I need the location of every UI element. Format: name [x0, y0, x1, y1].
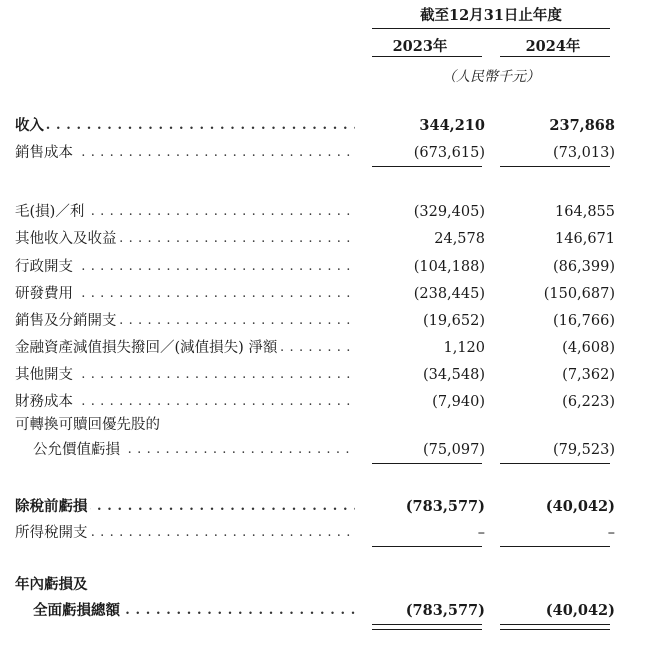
row-preferred-shares-caption	[15, 414, 615, 436]
row-label: 除稅前虧損	[15, 498, 88, 515]
subtotal-rule	[372, 463, 482, 464]
value-2024: (86,399)	[552, 259, 615, 275]
row-label: 毛(損)／利	[15, 204, 85, 220]
value-2024: (6,223)	[562, 394, 615, 410]
value-2023: (34,548)	[422, 367, 485, 383]
value-2024: (4,608)	[562, 340, 615, 356]
row-label: 研發費用	[15, 286, 73, 302]
row-other-income	[15, 228, 615, 250]
row-label: 收入	[15, 117, 44, 134]
period-header: 截至12月31日止年度	[420, 7, 562, 24]
row-cost-of-sales	[15, 142, 615, 164]
value-2023: 24,578	[434, 231, 485, 247]
total-double-rule	[372, 624, 482, 630]
year-2023-rule	[372, 56, 482, 57]
row-label: 公允價值虧損	[33, 442, 120, 458]
value-2024: (7,362)	[562, 367, 615, 383]
value-2023: (673,615)	[413, 145, 485, 161]
row-label: 其他開支	[15, 367, 73, 383]
value-2023: (104,188)	[413, 259, 485, 275]
row-selling-expenses	[15, 310, 615, 332]
row-fair-value-loss	[15, 439, 615, 461]
value-2024: (40,042)	[545, 498, 615, 515]
currency-unit: （人民幣千元）	[442, 69, 540, 85]
value-2023: (75,097)	[422, 442, 485, 458]
row-gross-profit	[15, 201, 615, 223]
year-2024-rule	[500, 56, 610, 57]
header-rule	[372, 28, 610, 29]
value-2024: (150,687)	[543, 286, 615, 302]
year-2023-header: 2023年	[392, 38, 448, 55]
row-impairment	[15, 337, 615, 359]
subtotal-rule	[372, 166, 482, 167]
row-other-expenses	[15, 364, 615, 386]
total-double-rule	[500, 624, 610, 630]
value-2024: 146,671	[555, 231, 615, 247]
row-label: 金融資產減值損失撥回／(減值損失) 淨額	[15, 340, 278, 356]
row-finance-costs	[15, 391, 615, 413]
value-2023: (783,577)	[405, 602, 485, 619]
value-2024: 164,855	[555, 204, 615, 220]
value-2024: (40,042)	[545, 602, 615, 619]
value-2023: (783,577)	[405, 498, 485, 515]
row-label: 年內虧損及	[15, 576, 88, 593]
row-revenue	[15, 115, 615, 137]
row-rnd-expenses	[15, 283, 615, 305]
year-2024-header: 2024年	[525, 38, 581, 55]
subtotal-rule	[500, 463, 610, 464]
row-label: 全面虧損總額	[33, 602, 120, 619]
subtotal-rule	[372, 546, 482, 547]
row-label: 可轉換可贖回優先股的	[15, 417, 160, 433]
row-label: 所得稅開支	[15, 525, 88, 541]
value-2023: (238,445)	[413, 286, 485, 302]
row-label: 銷售及分銷開支	[15, 313, 117, 329]
value-2023: (7,940)	[432, 394, 485, 410]
row-total-comprehensive-loss	[15, 600, 615, 622]
value-2024: (79,523)	[552, 442, 615, 458]
value-2024: (73,013)	[552, 145, 615, 161]
value-2023: 1,120	[443, 340, 485, 356]
subtotal-rule	[500, 166, 610, 167]
row-label: 行政開支	[15, 259, 73, 275]
value-2024: 237,868	[549, 117, 615, 134]
subtotal-rule	[500, 546, 610, 547]
row-label: 銷售成本	[15, 145, 73, 161]
row-loss-before-tax	[15, 496, 615, 518]
row-label: 其他收入及收益	[15, 231, 117, 247]
value-2024: –	[607, 525, 615, 541]
row-label: 財務成本	[15, 394, 73, 410]
value-2024: (16,766)	[552, 313, 615, 329]
row-income-tax	[15, 522, 615, 544]
row-admin-expenses	[15, 256, 615, 278]
value-2023: (329,405)	[413, 204, 485, 220]
value-2023: (19,652)	[422, 313, 485, 329]
value-2023: –	[477, 525, 485, 541]
value-2023: 344,210	[419, 117, 485, 134]
row-total-loss-caption	[15, 574, 615, 596]
